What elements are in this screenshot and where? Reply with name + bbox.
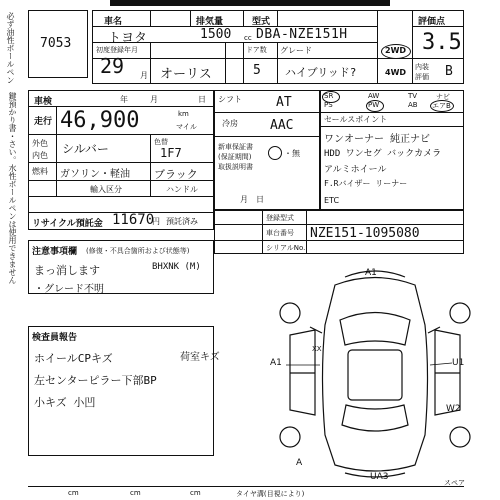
model-label: 型式 xyxy=(252,17,271,27)
grade-label: グレード xyxy=(280,46,312,55)
color-code: 1F7 xyxy=(160,146,182,160)
sales-point-2: HDD ワンセグ バックカメラ xyxy=(324,149,442,159)
notes-subtitle: (修復・不具合箇所および状態等) xyxy=(86,247,190,255)
equip-2: AW xyxy=(368,92,380,100)
outer-color: シルバー xyxy=(62,142,109,156)
displacement: 1500 xyxy=(200,27,232,42)
outer-color-label: 外色 xyxy=(32,139,48,148)
inspection-year: 年 xyxy=(120,95,128,104)
handle-label: ハンドル xyxy=(166,185,198,194)
inspector-line-3: 左センターピラー下部BP xyxy=(34,374,157,387)
interior-grade: B xyxy=(445,64,453,79)
color-code-label: 色替 xyxy=(154,138,168,146)
shift-label: シフト xyxy=(218,95,242,104)
interior-sub: 評価 xyxy=(415,73,429,81)
grade: ハイブリッド? xyxy=(285,66,357,79)
notes-title: 注意事項欄 xyxy=(32,247,78,257)
equip-5: PS xyxy=(324,101,333,109)
warranty-period: (保証期間) xyxy=(218,153,252,161)
car-name: オーリス xyxy=(160,67,212,82)
equip-3: TV xyxy=(408,92,418,100)
recycle-value: 11670 xyxy=(112,212,155,228)
inspector-box xyxy=(28,326,214,456)
equip-circle-1 xyxy=(322,91,340,103)
interior-label: 内装 xyxy=(415,63,429,71)
inner-color-label: 内色 xyxy=(32,151,48,160)
first-reg-label: 初度登録年月 xyxy=(96,46,138,54)
etc-label: ETC xyxy=(324,196,340,205)
diagram-label-a1-top: A1 xyxy=(365,268,377,278)
manual-label: 取扱説明書 xyxy=(218,163,253,171)
recycle-label: リサイクル預託金 xyxy=(32,219,103,229)
sales-points-label: セールスポイント xyxy=(324,115,388,124)
import-label: 輸入区分 xyxy=(90,185,122,194)
spare-label: スペア xyxy=(444,479,465,487)
chassis-number: NZE151-1095080 xyxy=(310,226,420,241)
inspector-line-2: 荷室キズ xyxy=(180,352,220,363)
doors: 5 xyxy=(253,63,261,78)
sales-point-4: F.Rバイザー リーナー xyxy=(324,179,408,188)
doors-label: ドア数 xyxy=(246,46,267,54)
serial-label: シリアルNo. xyxy=(266,244,306,252)
diagram-label-a1-left: A1 xyxy=(270,358,282,368)
diagram-label-xx: XX xyxy=(312,345,322,353)
inspector-line-4: 小キズ 小凹 xyxy=(34,396,96,409)
sales-point-3: アルミホイール xyxy=(324,165,387,175)
equip-6: PW xyxy=(368,101,380,109)
warranty-mark: ・無 xyxy=(284,149,300,158)
vehicle-name: トヨタ xyxy=(108,31,148,46)
aircon-label: 冷房 xyxy=(222,119,238,128)
shift-value: AT xyxy=(276,95,292,110)
tire-label: タイヤ溝(目視により) xyxy=(236,490,305,498)
equip-circle-2 xyxy=(366,100,384,112)
footer-cm-3: cm xyxy=(190,489,201,497)
inspector-title: 検査員報告 xyxy=(32,333,78,343)
fuel-label: 燃料 xyxy=(32,167,48,176)
warranty-label: 新車保証書 xyxy=(218,143,253,151)
mileage-sub: マイル xyxy=(176,123,197,131)
car-diagram xyxy=(270,265,480,480)
type-label: 登録型式 xyxy=(266,214,294,222)
diagram-label-u1: U1 xyxy=(452,358,465,368)
mileage-label: 走行 xyxy=(34,117,53,127)
warranty-circle xyxy=(268,146,282,160)
drive-4wd: 4WD xyxy=(385,68,407,77)
footer-cm-2: cm xyxy=(130,489,141,497)
footer-cm-1: cm xyxy=(68,489,79,497)
diagram-label-ua3: UA3 xyxy=(370,472,389,480)
cc-unit: cc xyxy=(244,34,252,42)
note-line-1: まっ消します xyxy=(34,264,100,277)
side-note-bottom: 鍵預かり書・さい。水性ボールペンは使用できません xyxy=(8,92,17,284)
note-line-3: ・グレード不明 xyxy=(34,284,104,295)
inspection-label: 車検 xyxy=(34,97,53,107)
fuel-value: ガソリン・軽油 xyxy=(60,169,130,180)
inner-color: ブラック xyxy=(154,168,198,181)
equip-7: AB xyxy=(408,101,418,109)
lot-number: 7053 xyxy=(40,36,72,51)
recycle-status: 預託済み xyxy=(166,217,198,226)
aircon-value: AAC xyxy=(270,118,294,133)
inspector-line-1: ホイールCPキズ xyxy=(34,352,113,365)
diagram-label-a: A xyxy=(296,458,303,468)
vehicle-name-label: 車名 xyxy=(104,17,123,27)
side-note-top: 必ず油性ボールペン xyxy=(6,12,15,84)
mileage-unit: km xyxy=(178,110,189,118)
inspection-day: 日 xyxy=(198,95,206,104)
sales-point-1: ワンオーナー 純正ナビ xyxy=(324,134,431,145)
mileage-value: 46,900 xyxy=(60,108,140,133)
equip-4: ナビ xyxy=(436,93,450,101)
inspection-month: 月 xyxy=(150,95,158,104)
equip-1: SR xyxy=(324,92,334,100)
month-unit: 月 xyxy=(140,71,148,80)
diagram-label-w2: W2 xyxy=(446,404,461,414)
equip-8: エアB xyxy=(432,102,451,110)
date-label: 月 日 xyxy=(240,195,264,204)
equip-circle-3 xyxy=(430,100,454,112)
displacement-label: 排気量 xyxy=(196,17,224,27)
note-line-2: BHXNK (M) xyxy=(152,262,201,272)
evaluation-score: 3.5 xyxy=(422,30,462,55)
title-banner xyxy=(110,0,390,6)
chassis-label: 車台番号 xyxy=(266,229,294,237)
drive-2wd: 2WD xyxy=(385,46,407,55)
model: DBA-NZE151H xyxy=(256,27,348,42)
evaluation-label: 評価点 xyxy=(418,17,446,27)
recycle-unit: 円 xyxy=(152,217,160,226)
first-reg: 29 xyxy=(100,54,125,78)
